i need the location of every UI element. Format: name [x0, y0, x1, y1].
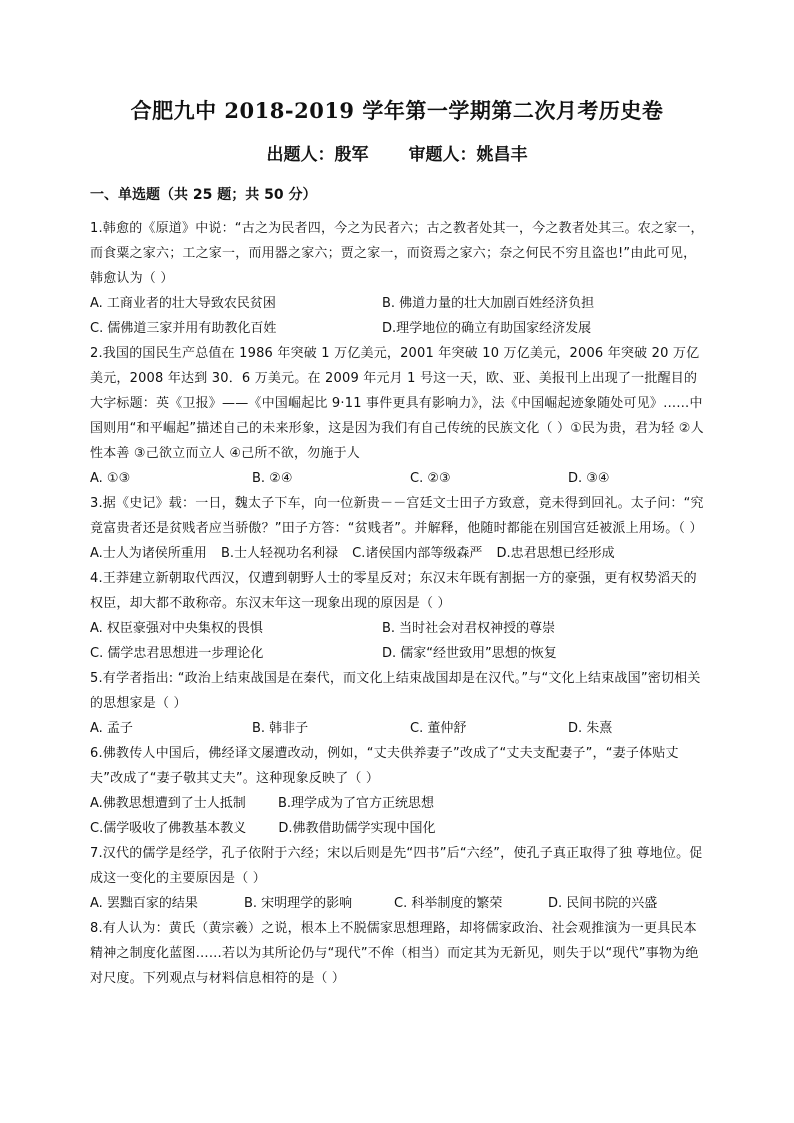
option-b: B. 当时社会对君权神授的尊崇 — [382, 621, 556, 636]
option-a: A. 罢黜百家的结果 — [90, 896, 198, 911]
question-8 — [90, 916, 704, 991]
option-a: A. ①③ — [90, 471, 131, 486]
option-b: B. 佛道力量的壮大加剧百姓经济负担 — [382, 296, 595, 311]
option-c: C. 儒佛道三家并用有助教化百姓 — [90, 321, 277, 336]
question-stem: 5.有学者指出: “政治上结束战国是在秦代，而文化上结束战国却是在汉代。”与“文化上结束战国”密切相关的思想家是（ ） — [90, 671, 701, 711]
option-a: A.士人为诸侯所重用 — [90, 546, 207, 561]
question-options — [90, 716, 704, 741]
option-b: B.理学成为了官方正统思想 — [277, 796, 435, 811]
option-d: D. ③④ — [568, 471, 610, 486]
question-options — [90, 616, 704, 666]
question-2 — [90, 341, 704, 491]
setter-name: 出题人：殷军 — [266, 145, 369, 165]
option-d: D. 儒家“经世致用”思想的恢复 — [382, 646, 557, 661]
question-5 — [90, 666, 704, 741]
option-d: D. 朱熹 — [568, 721, 613, 736]
question-stem: 7.汉代的儒学是经学，孔子依附于六经；宋以后则是先“四书”后“六经”，使孔子真正取得了独 尊地位。促成这一变化的主要原因是（ ） — [90, 846, 703, 886]
option-a: A. 工商业者的壮大导致农民贫困 — [90, 296, 276, 311]
question-1 — [90, 216, 704, 341]
option-d: D.佛教借助儒学实现中国化 — [278, 821, 436, 836]
question-options — [90, 791, 704, 816]
question-options — [90, 891, 704, 916]
question-stem: 4.王莽建立新朝取代西汉，仅遭到朝野人士的零星反对；东汉末年既有割据一方的豪强，更有权势滔天的权臣，却大都不敢称帝。东汉末年这一现象出现的原因是（ ） — [90, 571, 697, 611]
option-b: B. 宋明理学的影响 — [244, 896, 353, 911]
question-6 — [90, 741, 704, 841]
option-b: B.士人轻视功名利禄 — [220, 546, 339, 561]
option-d: D.理学地位的确立有助国家经济发展 — [382, 321, 592, 336]
option-c: C.诸侯国内部等级森严 — [352, 546, 483, 561]
question-stem: 2.我国的国民生产总值在 1986 年突破 1 万亿美元，2001 年突破 10 万亿美元，2006 年突破 20 万亿美元，2008 年达到 30．6 万美元。在 2009 年元月 1 号这一天，欧、亚、美报刊上出现了一批醒目的大字标题：英《卫报》——《中国崛起比 9·11 事件更具有影响力》，法《中国崛起迹象随处可见》……中国则用“和平崛起”描述自己的未来形象，这是因为我们有自己传统的民族文化（ ）①民为贵，君为轻 ②人性本善 ③己欲立而立人 ④己所不欲，勿施于人 — [90, 346, 704, 461]
option-a: A. 孟子 — [90, 721, 133, 736]
option-d: D.忠君思想已经形成 — [496, 546, 615, 561]
option-a: A.佛教思想遭到了士人抵制 — [90, 796, 246, 811]
question-3 — [90, 491, 704, 566]
author-line — [90, 142, 704, 168]
section-heading: 一、单选题（共 25 题；共 50 分） — [90, 187, 317, 203]
option-b: B. 韩非子 — [252, 721, 309, 736]
question-options — [90, 541, 704, 566]
question-stem: 8.有人认为：黄氏（黄宗羲）之说，根本上不脱儒家思想理路，却将儒家政治、社会观推演为一更具民本精神之制度化蓝图……若以为其所论仍与“现代”不侔（相当）而定其为无新见，则失于以“现代”事物为绝对尺度。下列观点与材料信息相符的是（ ） — [90, 921, 699, 986]
question-options — [90, 466, 704, 491]
option-c: C. 科举制度的繁荣 — [394, 896, 503, 911]
question-stem: 6.佛教传人中国后，佛经译文屡遭改动，例如，“丈夫供养妻子”改成了“丈夫支配妻子”，“妻子体贴丈夫”改成了“妻子敬其丈夫”。这种现象反映了（ ） — [90, 746, 679, 786]
option-a: A. 权臣豪强对中央集权的畏惧 — [90, 621, 263, 636]
option-c: C. 董仲舒 — [410, 721, 467, 736]
page-title: 合肥九中 2018-2019 学年第一学期第二次月考历史卷 — [130, 98, 664, 123]
option-b: B. ②④ — [252, 471, 293, 486]
question-options — [90, 816, 704, 841]
option-c: C. ②③ — [410, 471, 451, 486]
question-4 — [90, 566, 704, 666]
option-c: C. 儒学忠君思想进一步理论化 — [90, 646, 264, 661]
question-7 — [90, 841, 704, 916]
question-options — [90, 291, 704, 341]
option-c: C.儒学吸收了佛教基本教义 — [90, 821, 247, 836]
option-d: D. 民间书院的兴盛 — [548, 896, 658, 911]
question-stem: 3.据《史记》载：一日，魏太子下车，向一位新贵－－宫廷文士田子方致意，竟未得到回礼。太子问：“究竟富贵者还是贫贱者应当骄傲？”田子方答：“贫贱者”。并解释，他随时都能在别国宫廷被派上用场。（ ） — [90, 496, 704, 536]
reviewer-name: 审题人：姚昌丰 — [408, 145, 528, 165]
question-stem: 1.韩愈的《原道》中说：“古之为民者四，今之为民者六；古之教者处其一，今之教者处其三。农之家一，而食粟之家六；工之家一，而用器之家六；贾之家一，而资焉之家六；奈之何民不穷且盗也!”由此可见，韩愈认为（ ） — [90, 221, 704, 286]
